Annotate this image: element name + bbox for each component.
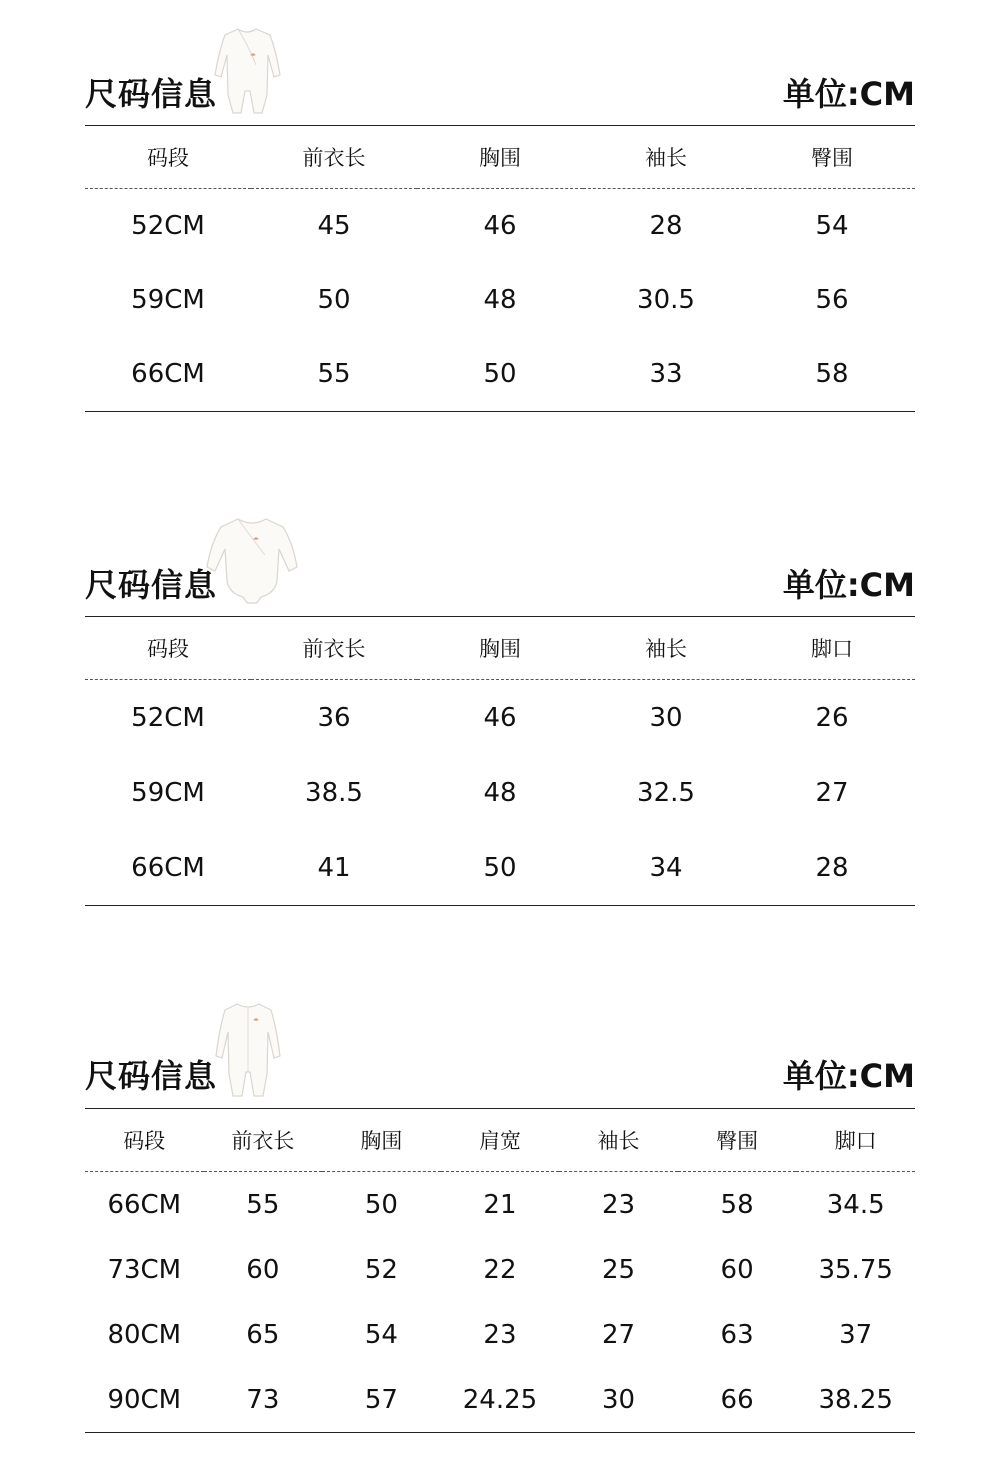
value-cell: 73 (246, 1384, 280, 1415)
size-cell: 59CM (131, 285, 205, 315)
value-cell: 22 (483, 1254, 517, 1285)
table-row (85, 755, 915, 830)
value-cell: 38.25 (818, 1384, 893, 1415)
unit-label: 单位:CM (782, 566, 915, 604)
value-cell: 38.5 (305, 777, 363, 808)
value-cell: 65 (246, 1319, 280, 1350)
table-header-row (85, 1109, 915, 1172)
section-title: 尺码信息 (85, 75, 218, 113)
column-header: 胸围 (417, 617, 583, 680)
column-header: 码段 (85, 126, 251, 189)
column-header: 臀围 (678, 1109, 797, 1172)
bodysuit-icon (205, 515, 300, 605)
value-cell: 66 (720, 1384, 754, 1415)
value-cell: 54 (815, 211, 849, 241)
value-cell: 25 (601, 1254, 636, 1285)
value-cell: 50 (317, 285, 351, 315)
value-cell: 23 (483, 1319, 517, 1350)
value-cell: 33 (649, 359, 683, 389)
section-title: 尺码信息 (85, 566, 218, 604)
value-cell: 36 (317, 702, 351, 733)
value-cell: 63 (720, 1319, 754, 1350)
size-cell: 66CM (131, 852, 205, 883)
table-header-row (85, 126, 915, 189)
column-header: 码段 (85, 1109, 204, 1172)
value-cell: 48 (483, 285, 517, 315)
value-cell: 35.75 (818, 1254, 893, 1285)
size-table (85, 1108, 915, 1433)
column-header: 脚口 (796, 1109, 915, 1172)
size-table (85, 125, 915, 412)
size-cell: 73CM (107, 1254, 182, 1285)
column-header: 胸围 (322, 1109, 441, 1172)
value-cell: 28 (815, 852, 849, 883)
size-cell: 66CM (131, 359, 205, 389)
value-cell: 41 (317, 852, 351, 883)
value-cell: 50 (364, 1189, 398, 1220)
value-cell: 24.25 (462, 1384, 538, 1415)
size-cell: 80CM (107, 1319, 182, 1350)
value-cell: 60 (246, 1254, 280, 1285)
size-cell: 66CM (107, 1189, 182, 1220)
value-cell: 57 (364, 1384, 398, 1415)
size-cell: 59CM (131, 777, 205, 808)
section-title: 尺码信息 (85, 1057, 218, 1095)
column-header: 袖长 (583, 617, 749, 680)
column-header: 脚口 (749, 617, 915, 680)
value-cell: 28 (649, 211, 683, 241)
value-cell: 50 (483, 852, 517, 883)
size-cell: 52CM (131, 702, 205, 733)
value-cell: 48 (483, 777, 517, 808)
table-row (85, 1172, 915, 1238)
value-cell: 26 (815, 702, 849, 733)
column-header: 肩宽 (441, 1109, 560, 1172)
value-cell: 54 (364, 1319, 398, 1350)
unit-label: 单位:CM (782, 1057, 915, 1095)
unit-label: 单位:CM (782, 75, 915, 113)
value-cell: 34.5 (826, 1189, 885, 1220)
value-cell: 23 (601, 1189, 636, 1220)
size-table (85, 616, 915, 906)
value-cell: 56 (815, 285, 849, 315)
table-row (85, 1367, 915, 1433)
size-cell: 90CM (107, 1384, 182, 1415)
long-sleeve-romper-icon (210, 25, 285, 117)
column-header: 袖长 (583, 126, 749, 189)
value-cell: 37 (839, 1319, 873, 1350)
table-row (85, 1302, 915, 1367)
value-cell: 30 (649, 702, 683, 733)
value-cell: 30.5 (637, 285, 695, 315)
value-cell: 27 (815, 777, 849, 808)
value-cell: 52 (364, 1254, 398, 1285)
value-cell: 34 (649, 852, 683, 883)
column-header: 胸围 (417, 126, 583, 189)
value-cell: 27 (601, 1319, 636, 1350)
column-header: 前衣长 (251, 617, 417, 680)
value-cell: 50 (483, 359, 517, 389)
column-header: 袖长 (559, 1109, 678, 1172)
value-cell: 55 (317, 359, 351, 389)
value-cell: 45 (317, 211, 351, 241)
value-cell: 30 (601, 1384, 636, 1415)
value-cell: 60 (720, 1254, 754, 1285)
table-row (85, 680, 915, 756)
value-cell: 58 (815, 359, 849, 389)
column-header: 臀围 (749, 126, 915, 189)
size-cell: 52CM (131, 211, 205, 241)
table-row (85, 830, 915, 906)
value-cell: 32.5 (637, 777, 695, 808)
table-row (85, 337, 915, 412)
column-header: 前衣长 (251, 126, 417, 189)
value-cell: 21 (483, 1189, 517, 1220)
column-header: 码段 (85, 617, 251, 680)
footless-romper-icon (213, 1000, 283, 1100)
value-cell: 58 (720, 1189, 754, 1220)
table-header-row (85, 617, 915, 680)
table-row (85, 189, 915, 264)
column-header: 前衣长 (204, 1109, 323, 1172)
value-cell: 46 (483, 702, 517, 733)
table-row (85, 1237, 915, 1302)
value-cell: 55 (246, 1189, 280, 1220)
value-cell: 46 (483, 211, 517, 241)
table-row (85, 263, 915, 337)
